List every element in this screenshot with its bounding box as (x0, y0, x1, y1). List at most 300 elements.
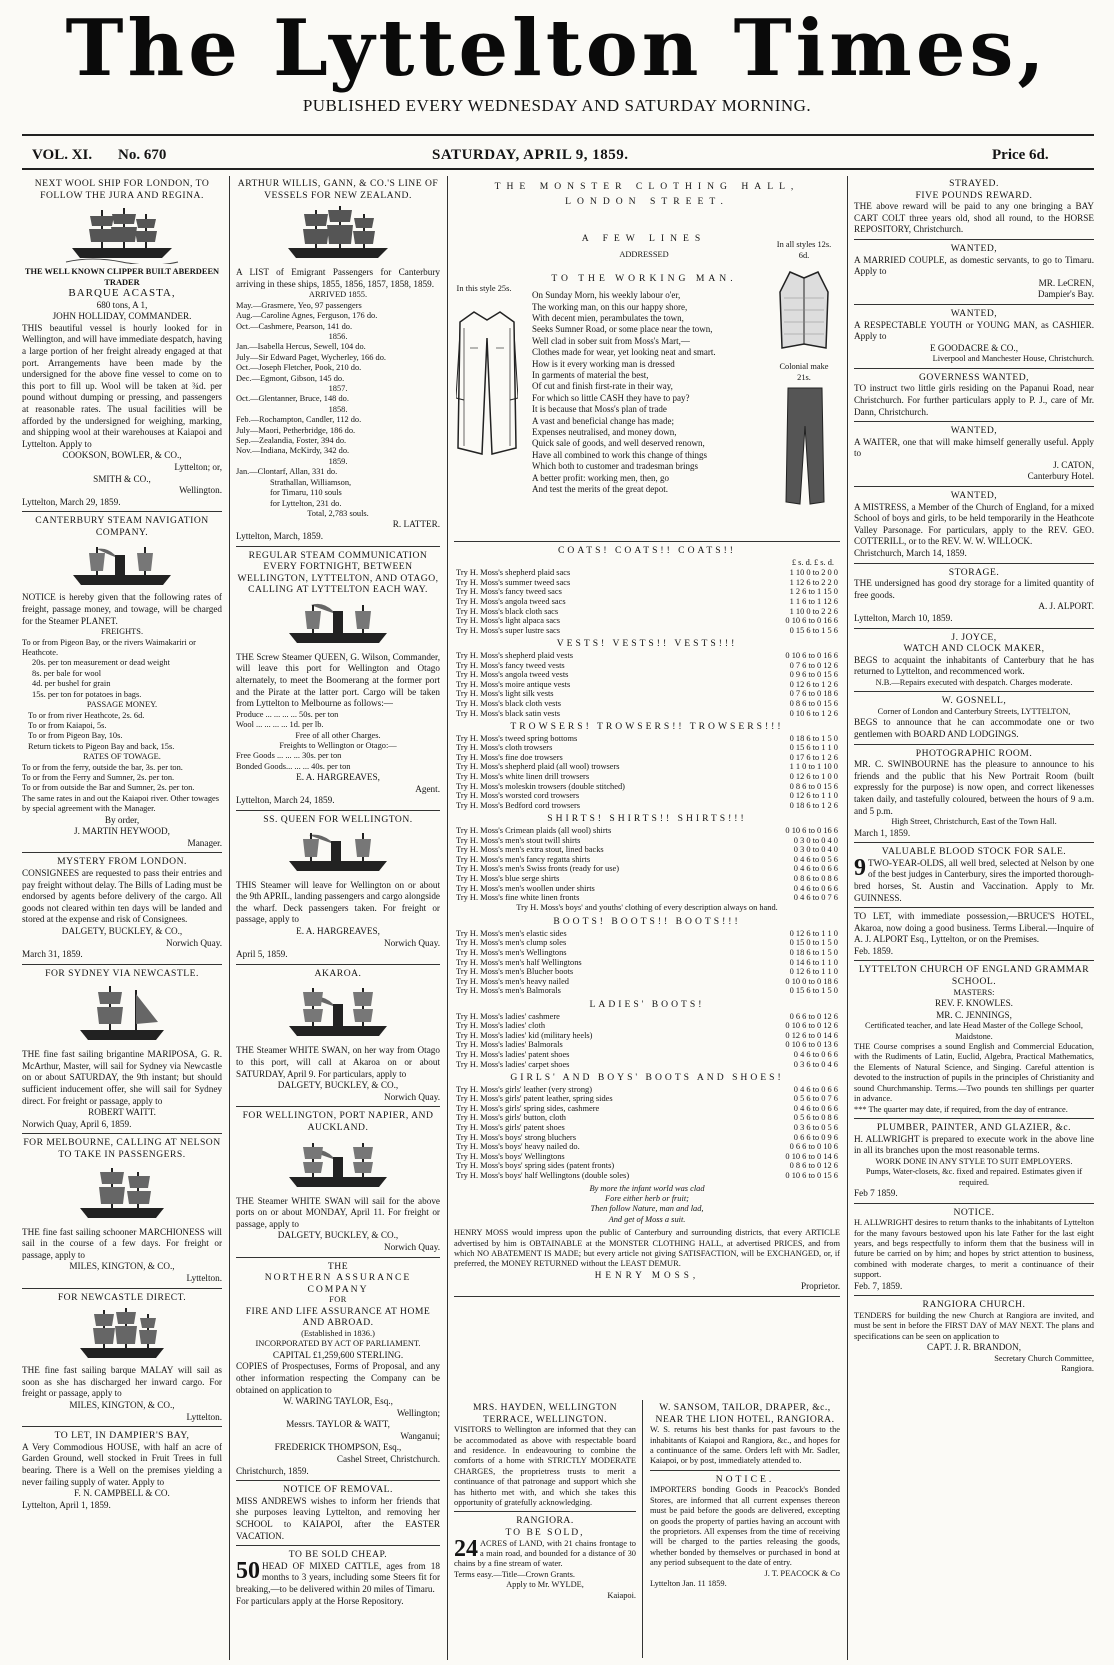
rate-line: To or from Kaiapoi, 5s. (28, 720, 107, 730)
ad-heading: STORAGE. (948, 566, 1000, 578)
divider (22, 1426, 222, 1427)
item-price: 0 10 6 to 0 16 6 (785, 616, 838, 626)
divider (854, 421, 1094, 422)
ad-body: H. ALLWRIGHT is prepared to execute work in the above line in all its branches upon the most reasonable terms. (854, 1133, 1094, 1156)
price-row (454, 1040, 840, 1050)
signature: R. LATTER. (392, 519, 440, 530)
ad-date: Norwich Quay, April 6, 1859. (22, 1118, 132, 1129)
item-price: 0 8 6 to 0 8 6 (793, 874, 838, 883)
ad-heading: FOR SYDNEY VIA NEWCASTLE. (45, 967, 199, 979)
ad-subheading: WATCH AND CLOCK MAKER, (903, 643, 1045, 655)
trousers-illustration-icon (784, 386, 826, 506)
ad-heading: WANTED, (950, 307, 998, 319)
price-row (454, 1085, 840, 1095)
item-price: 0 5 6 to 0 7 6 (793, 1094, 838, 1104)
ad-body: MISS ANDREWS wishes to inform her friends that she purposes leaving Lyttelton, and removing her SCHOOL to KAIAPOI, after the EASTER VACATION. (236, 1495, 440, 1541)
item-price: 0 12 6 to 1 2 6 (789, 679, 838, 689)
divider (854, 842, 1094, 843)
passenger-list-item: Aug.—Caroline Agnes, Ferguson, 176 do. (236, 311, 378, 321)
ad-body: THE fine fast sailing brigantine MARIPOSA, G. R. McArthur, Master, will sail for Sydney via Newcastle on or about SATURDAY, the 9th instant; but should sufficient inducement offer, she will sail for Sydney direct. For freight or passage, apply to (22, 1049, 222, 1106)
sansom-ad (650, 1402, 840, 1589)
item-name: Try H. Moss's boys' Wellingtons (456, 1151, 565, 1161)
price-table (454, 1085, 840, 1181)
masthead-rule-bottom (22, 168, 1094, 170)
price-row (454, 1133, 840, 1143)
shirts-note: Try H. Moss's boys' and youths' clothing of every description always on hand. (516, 902, 778, 912)
divider (236, 964, 440, 965)
price-row (454, 826, 840, 836)
ad-date: Feb 7 1859. (854, 1187, 898, 1198)
item-name: Try H. Moss's black cloth sacs (456, 606, 559, 616)
horse-count: 9 (854, 854, 866, 881)
steamer-icon (283, 1137, 393, 1193)
price-row (454, 801, 840, 811)
divider (22, 1133, 222, 1134)
established-line: (Established in 1836.) (301, 1328, 375, 1338)
ad-heading: NEXT WOOL SHIP FOR LONDON, TO FOLLOW THE JURA AND REGINA. (34, 178, 210, 201)
ad-heading: WANTED, (950, 490, 998, 502)
ad-heading: CANTERBURY STEAM NAVIGATION COMPANY. (35, 515, 209, 538)
divider (22, 511, 222, 512)
price-row (454, 626, 840, 636)
coat-illustration-icon (456, 308, 518, 458)
ad-heading: PLUMBER, PAINTER, AND GLAZIER, &c. (876, 1121, 1072, 1133)
verse-line: Then follow Nature, man and lad, (590, 1204, 704, 1214)
signature-title: Secretary Church Committee, (994, 1353, 1094, 1363)
signature-prefix: By order, (104, 814, 140, 825)
price-section-heading: VESTS! VESTS!! VESTS!!! (556, 638, 738, 650)
master-name: MR. C. JENNINGS, (936, 1009, 1012, 1020)
ad-heading: FOR MELBOURNE, CALLING AT NELSON TO TAKE IN PASSENGERS. (23, 1137, 221, 1161)
item-name: Try H. Moss's shepherd plaid (all wool) trowsers (456, 762, 620, 772)
price-table (454, 568, 840, 635)
ad-body: A MISTRESS, a Member of the Church of England, for a mixed School of boys and girls, to be held temporarily in the Heathcote Valley Parsonage. For particulars, apply to the REV. GEO. COTTERILL, or to the REV. W. W. WILLOCK. (854, 501, 1094, 547)
ad-body: MR. C. SWINBOURNE has the pleasure to announce to his friends and the public that his New Portrait Room (built expressly for the purpose) is now open, and correct likenesses taken daily, and tastefully coloured, between the hours of 9 a.m. and 5 p.m. (854, 759, 1094, 816)
price-row (454, 578, 840, 588)
ad-body: THE Steamer WHITE SWAN, on her way from Otago to this port, will call at Akaroa on or about SATURDAY, April 9. For particulars, apply to (236, 1045, 440, 1079)
passenger-list-item: Jan.—Clontarf, Allan, 331 do. (236, 467, 338, 477)
item-price: 0 7 6 to 0 12 6 (789, 660, 838, 670)
ad-body: A LIST of Emigrant Passengers for Canterbury arriving in these ships, 1855, 1856, 1857, 1858, 1859. (236, 267, 440, 289)
ship-tonnage: 680 tons, A 1, (96, 299, 148, 310)
item-price: 0 10 6 to 0 16 6 (785, 826, 838, 836)
price-row (454, 948, 840, 958)
item-price: 1 12 6 to 2 2 0 (789, 577, 838, 587)
price-section-heading: GIRLS' AND BOYS' BOOTS AND SHOES! (510, 1072, 784, 1084)
ad-date: Lyttelton, March, 1859. (236, 530, 324, 541)
item-price: 0 10 6 to 1 2 6 (789, 708, 838, 718)
capital-line: CAPITAL £1,259,600 STERLING. (272, 1349, 404, 1360)
ad-body: THE undersigned has good dry storage for a limited quantity of free goods. (854, 578, 1094, 600)
item-name: Try H. Moss's girls' spring sides, cashmere (456, 1103, 600, 1113)
price-row (454, 1104, 840, 1114)
item-name: Try H. Moss's boys' strong bluchers (456, 1132, 576, 1142)
item-name: Try H. Moss's shepherd plaid sacs (456, 568, 571, 578)
divider (854, 239, 1094, 240)
price-row (454, 743, 840, 753)
item-price: 0 9 6 to 0 15 6 (789, 670, 838, 680)
poem-line: A vast and beneficial change has made; (532, 415, 674, 426)
price-row (454, 986, 840, 996)
price-table (454, 651, 840, 718)
item-price: 0 10 6 to 0 12 6 (785, 1021, 838, 1031)
divider (854, 691, 1094, 692)
ad-date: Lyttelton, March 24, 1859. (236, 795, 335, 806)
rate-line: To or from Pigeon Bay, or the rivers Waimakariri or Heathcote. (22, 637, 196, 658)
item-name: Try H. Moss's men's Balmorals (456, 986, 561, 996)
price-row (454, 836, 840, 846)
item-name: Try H. Moss's men's Swiss fronts (ready for use) (456, 864, 619, 874)
item-name: Try H. Moss's men's clump soles (456, 938, 567, 948)
signature: E. A. HARGREAVES, (296, 926, 380, 937)
rate-line: 15s. per ton for potatoes in bags. (32, 689, 142, 699)
ad-heading: WANTED, (950, 425, 998, 437)
signature: J. MARTIN HEYWOOD, (74, 826, 170, 837)
schooner-icon (72, 1164, 172, 1224)
ad-date: Christchurch, 1859. (236, 1465, 309, 1476)
price-table (454, 929, 840, 996)
passenger-list-item: Oct.—Cashmere, Pearson, 141 do. (236, 321, 353, 331)
price-row (454, 1113, 840, 1123)
item-name: Try H. Moss's boys' heavy nailed do. (456, 1142, 580, 1152)
divider (854, 1203, 1094, 1204)
item-name: Try H. Moss's Crimean plaids (all wool) shirts (456, 826, 612, 836)
divider (236, 546, 440, 547)
signature-location: Dampier's Bay. (1037, 289, 1094, 300)
ad-body: A WAITER, one that will make himself generally useful. Apply to (854, 436, 1094, 459)
ad-date: Christchurch, March 14, 1859. (854, 548, 967, 559)
price-row (454, 1021, 840, 1031)
divider (854, 486, 1094, 487)
signature: A. J. ALPORT. (1038, 601, 1094, 612)
item-price: 0 3 6 to 0 4 6 (793, 1059, 838, 1069)
ad-body: H. ALLWRIGHT desires to return thanks to the inhabitants of Lyttelton for the many favours bestowed upon his late Father for the last eight years, and begs respectfully to inform them that the business will in future be carried on by him; and hopes by strict attention to business, combined with moderate charges, to merit a continuance of their support. (854, 1218, 1094, 1280)
signature-location: Canterbury Hotel. (1027, 471, 1094, 482)
ad-heading: WANTED, (950, 242, 998, 254)
divider (454, 541, 840, 542)
verse-line: Fore either herb or fruit; (605, 1194, 689, 1204)
item-price: 0 12 6 to 1 1 0 (789, 928, 838, 938)
item-name: Try H. Moss's fine white linen fronts (456, 893, 580, 903)
rate-line: Return tickets to Pigeon Bay and back, 15s. (28, 741, 175, 751)
ad-heading: GOVERNESS WANTED, (918, 371, 1030, 383)
rate-line: Produce ... ... ... ... 50s. per ton (236, 709, 339, 719)
signature: J. T. PEACOCK & Co (764, 1568, 840, 1578)
price-table (454, 734, 840, 811)
ad-body: VISITORS to Wellington are informed that they can be accommodated as above with respectable board and residence. In endeavouring to combine the comforts of a home with STRICTLY MODERATE CHARGES, the proprietress trusts to merit a continuance of that patronage and support which she has hitherto met with, and which she takes this opportunity of gratefully acknowledging. (454, 1425, 636, 1508)
divider (236, 810, 440, 811)
incorporated-line: INCORPORATED BY ACT OF PARLIAMENT. (255, 1339, 421, 1349)
ad-date: Feb. 7, 1859. (854, 1280, 903, 1291)
item-price: 1 10 0 to 2 2 6 (789, 606, 838, 616)
signature-location: Lyttelton. (186, 1273, 222, 1283)
item-price: 0 7 6 to 0 18 6 (789, 689, 838, 699)
passenger-list-item: Nov.—Indiana, McKirdy, 342 do. (236, 446, 350, 456)
item-price: 0 8 6 to 0 15 6 (789, 781, 838, 791)
divider (854, 1295, 1094, 1296)
steamer-icon (67, 541, 177, 589)
poem-line: Seeks Sumner Road, or some place near the town, (532, 324, 713, 335)
poem-line: How is it every working man is dressed (532, 358, 675, 369)
ad-subheading: TO BE SOLD, (505, 1527, 585, 1539)
ad-date: Lyttelton, March 29, 1859. (22, 496, 121, 507)
signature-location: Norwich Quay. (383, 1091, 440, 1102)
item-name: Try H. Moss's worsted cord trowsers (456, 791, 580, 801)
signature: CAPT. J. R. BRANDON, (926, 1341, 1021, 1352)
addressed-label: ADDRESSED (619, 250, 669, 260)
cattle-count: 50 (236, 1557, 260, 1584)
item-name: Try H. Moss's moleskin trowsers (double stitched) (456, 781, 625, 791)
price-row (454, 1161, 840, 1171)
price-row (454, 753, 840, 763)
rate-line: To or from outside the Bar and Sumner, 2s. per ton. (22, 783, 195, 793)
item-price: 0 18 6 to 1 2 6 (789, 800, 838, 810)
ad-heading: RANGIORA CHURCH. (922, 1299, 1026, 1311)
item-name: Try H. Moss's men's fancy regatta shirts (456, 854, 591, 864)
brigantine-icon (72, 982, 172, 1046)
item-name: Try H. Moss's light silk vests (456, 689, 554, 699)
ship-commander: JOHN HOLLIDAY, COMMANDER. (52, 311, 192, 322)
poem-line: In garments of material the best, (532, 370, 649, 381)
ad-body: TO instruct two little girls residing on the Papanui Road, near Christchurch. For further particulars apply to P. J., care of Mr. Dann, Christchurch. (854, 383, 1094, 417)
price-section-heading: TROWSERS! TROWSERS!! TROWSERS!!! (510, 721, 784, 733)
ad-heading: MRS. HAYDEN, WELLINGTON TERRACE, WELLINGTON. (472, 1402, 618, 1425)
price-row (454, 1123, 840, 1133)
divider (854, 563, 1094, 564)
divider (236, 1257, 440, 1258)
item-name: Try H. Moss's ladies' carpet shoes (456, 1059, 570, 1069)
ad-heading: SS. QUEEN FOR WELLINGTON. (263, 814, 413, 826)
item-name: Try H. Moss's light alpaca sacs (456, 616, 561, 626)
item-name: Try H. Moss's fancy tweed sacs (456, 587, 562, 597)
price-row (454, 661, 840, 671)
poem-line: Of cut and finish first-rate in their way, (532, 381, 673, 392)
price-row (454, 958, 840, 968)
ad-heading: TO BE SOLD CHEAP. (288, 1549, 388, 1561)
rate-line: Wool ... ... ... ... 1d. per lb. (236, 720, 324, 730)
item-name: Try H. Moss's ladies' patent shoes (456, 1049, 570, 1059)
item-price: 0 4 6 to 0 7 6 (793, 893, 838, 903)
item-name: Try H. Moss's blue serge shirts (456, 874, 560, 883)
item-price: 0 4 6 to 0 6 6 (793, 1049, 838, 1059)
item-price: 0 3 0 to 0 4 0 (793, 835, 838, 845)
ad-heading: NORTHERN ASSURANCE COMPANY (264, 1272, 412, 1295)
ad-heading: W. GOSNELL, (941, 695, 1007, 707)
ad-heading: NOTICE. (953, 1206, 995, 1218)
poem-line: With decent mien, perambulates the town, (532, 313, 684, 323)
divider (22, 852, 222, 853)
passenger-list-item: Feb.—Rochampton, Candler, 112 do. (236, 415, 362, 425)
ad-heading: FIRE AND LIFE ASSURANCE AT HOME AND ABROAD. (245, 1305, 431, 1329)
ad-heading: FOR WELLINGTON, PORT NAPIER, AND AUCKLAND. (242, 1110, 434, 1133)
newspaper-title: The Lyttelton Times, (65, 3, 1049, 94)
signature-location: Rangiora. (1061, 1363, 1094, 1373)
item-price: 0 4 6 to 0 6 6 (793, 883, 838, 893)
ad-body: IMPORTERS bonding Goods in Peacock's Bonded Stores, are informed that all current expenses thereon must be paid before the goods are delivered, excepting on goods the property of parties having an account with the proprietors. All expenses from the time of receiving will be charged to the parties releasing the goods, whether bonded by themselves or purchased in bond at any period subsequent to the date of entry. (650, 1485, 840, 1568)
ad-date: March 1, 1859. (854, 827, 911, 838)
divider (22, 964, 222, 965)
signature: MR. LeCREN, (1038, 277, 1094, 288)
signature: DALGETY, BUCKLEY, & CO., (61, 925, 183, 936)
section-label: ARRIVED 1855. (308, 290, 368, 300)
column-1 (22, 178, 222, 1658)
ad-date: Feb. 1859. (854, 945, 894, 956)
price-row (454, 929, 840, 939)
item-name: Try H. Moss's men's half Wellingtons (456, 957, 582, 967)
ad-body: THE Steamer WHITE SWAN will sail for the above ports on or about MONDAY, April 11. For freight or passage, apply to (236, 1195, 440, 1229)
ad-heading: NOTICE OF REMOVAL. (283, 1484, 393, 1496)
ad-body: BEGS to acquaint the inhabitants of Canterbury that he has returned to Lyttelton, and recommenced work. (854, 654, 1094, 677)
price-section-heading: SHIRTS! SHIRTS!! SHIRTS!!! (547, 813, 747, 825)
item-name: Try H. Moss's men's heavy nailed (456, 976, 569, 986)
item-price: 0 18 6 to 1 5 0 (789, 733, 838, 743)
rate-line: Free of all other Charges. (295, 730, 381, 740)
signature: F. N. CAMPBELL & CO. (74, 1488, 170, 1499)
ship-icon (62, 204, 182, 264)
signature: MILES, KINGTON, & CO., (69, 1261, 175, 1272)
ad-heading: NOTICE. (715, 1473, 775, 1485)
ad-heading: PHOTOGRAPHIC ROOM. (915, 747, 1033, 759)
item-price: 0 6 6 to 0 12 6 (789, 1011, 838, 1021)
item-name: Try H. Moss's girls' patent shoes (456, 1123, 565, 1133)
poem-line: Have all combined to work this change of things (532, 449, 707, 460)
ad-body: A MARRIED COUPLE, as domestic servants, to go to Timaru. Apply to (854, 254, 1094, 277)
ad-body: THE above reward will be paid to any one bringing a BAY CART COLT three years old, shod all round, to the HORSE REPOSITORY, Christchurch. (854, 201, 1094, 235)
price-row (454, 1171, 840, 1181)
poem-line: A better profit: working men, then, go (532, 472, 669, 483)
item-price: 1 1 6 to 1 12 6 (789, 596, 838, 606)
poem-line: Quick sale of goods, and well deserved renown, (532, 438, 705, 449)
signature: E GOODACRE & CO., (929, 342, 1019, 353)
ad-body: W. S. returns his best thanks for past favours to the inhabitants of Kaiapoi and Rangiora, &c., and hopes for a continuance of the same. Orders left with Mr. Sadler, Kaiapoi, or by post, immediately attended to. (650, 1425, 840, 1466)
signature: J. CATON, (1053, 459, 1094, 470)
poem-line: And test the merits of the great depot. (532, 484, 668, 495)
ship-name: BARQUE ACASTA, (68, 287, 176, 299)
rate-line: 8s. per bale for wool (32, 668, 102, 678)
agent-location: Wanganui; (400, 1430, 440, 1441)
item-name: Try H. Moss's super lustre sacs (456, 625, 561, 635)
total-line: Total, 2,783 souls. (307, 508, 369, 518)
item-name: Try H. Moss's fine doe trowsers (456, 752, 563, 762)
price-row (454, 607, 840, 617)
divider (236, 1545, 440, 1546)
ad-heading: LYTTELTON CHURCH OF ENGLAND GRAMMAR SCHOOL. (858, 964, 1090, 988)
item-name: Try H. Moss's men's elastic sides (456, 928, 567, 938)
divider (854, 368, 1094, 369)
item-price: 0 4 6 to 0 6 6 (793, 1084, 838, 1094)
year-label: 1858. (328, 404, 348, 414)
item-price: 0 6 6 to 0 9 6 (793, 1132, 838, 1142)
ad-body: HENRY MOSS would impress upon the public of Canterbury and surrounding districts, that every ARTICLE advertised by him is OBTAINABLE at the MONSTER CLOTHING HALL, at advertised PRICES, and from which NO ABATEMENT IS MADE; but every article not giving SATISFACTION, will be EXCHANGED, or, if preferred, the MONEY RETURNED without the LEAST DEMUR. (454, 1228, 840, 1269)
passenger-list-item: Oct.—Glentanner, Bruce, 148 do. (236, 394, 349, 404)
passenger-list-item: Jan.—Isabella Hercus, Sewell, 104 do. (236, 342, 366, 352)
rate-line: To or from the ferry, outside the bar, 3s. per ton. (22, 762, 183, 772)
item-name: Try H. Moss's men's stout twill shirts (456, 835, 581, 845)
price-row (454, 709, 840, 719)
passenger-list-item: July—Sir Edward Paget, Wycherley, 166 do. (236, 352, 386, 362)
passenger-list-item: Strathallan, Williamson, (270, 477, 352, 487)
item-name: Try H. Moss's men's Blucher boots (456, 967, 574, 977)
signature: Apply to Mr. WYLDE, (506, 1580, 584, 1590)
signature-title: Agent. (415, 783, 440, 794)
item-name: Try H. Moss's angola tweed sacs (456, 596, 566, 606)
price-row (454, 791, 840, 801)
item-price: 0 10 0 to 0 18 6 (785, 976, 838, 986)
terms-line: Terms easy.—Title—Crown Grants. (454, 1569, 575, 1579)
rate-line: 4d. per bushel for grain (32, 679, 111, 689)
item-name: Try H. Moss's white linen drill trowsers (456, 772, 590, 782)
verse (454, 1184, 840, 1226)
item-price: 0 4 6 to 0 5 6 (793, 854, 838, 864)
price-row (454, 772, 840, 782)
issue-number: No. 670 (118, 147, 167, 163)
working-man-heading: TO THE WORKING MAN. (551, 273, 737, 285)
poem-block (454, 208, 840, 538)
passenger-list-item: for Timaru, 110 souls (270, 488, 342, 498)
item-price: 0 3 6 to 0 5 6 (793, 1123, 838, 1133)
column-2 (236, 178, 440, 1658)
price-row (454, 616, 840, 626)
publication-schedule: PUBLISHED EVERY WEDNESDAY AND SATURDAY MORNING. (302, 96, 812, 115)
poem-text (530, 290, 770, 495)
item-name: Try H. Moss's fancy tweed vests (456, 660, 565, 670)
item-price: 0 18 6 to 1 5 0 (789, 947, 838, 957)
steamer-icon (283, 599, 393, 649)
item-name: Try H. Moss's ladies' cashmere (456, 1011, 560, 1021)
item-name: Try H. Moss's cloth trowsers (456, 743, 553, 753)
agent-name: FREDERICK THOMPSON, Esq., (274, 1442, 402, 1453)
divider (454, 1296, 840, 1297)
item-price: 0 10 6 to 0 15 6 (785, 1171, 838, 1181)
price-section-heading: BOOTS! BOOTS!! BOOTS!!! (553, 916, 741, 928)
section-label: RATES OF TOWAGE. (83, 752, 161, 762)
price-section-heading: COATS! COATS!! COATS!! (558, 545, 736, 557)
ad-body: COPIES of Prospectuses, Forms of Proposal, and any other information respecting the Company can be obtained on application to (236, 1361, 440, 1395)
ad-heading: ARTHUR WILLIS, GANN, & CO.'S LINE OF VESSELS FOR NEW ZEALAND. (237, 178, 439, 201)
column-4 (854, 178, 1094, 1658)
ship-icon (278, 204, 398, 264)
divider (854, 628, 1094, 629)
barque-icon (72, 1306, 172, 1362)
item-name: Try H. Moss's ladies' cloth (456, 1021, 546, 1031)
item-price: 0 12 6 to 0 14 6 (785, 1030, 838, 1040)
agent-name: W. WARING TAYLOR, Esq., (283, 1396, 393, 1407)
ad-date: Lyttelton, April 1, 1859. (22, 1499, 111, 1510)
column-rule (447, 176, 448, 1660)
item-name: Try H. Moss's men's extra stout, lined backs (456, 845, 604, 855)
item-price: 0 12 6 to 1 1 0 (789, 967, 838, 977)
ad-body: BEGS to announce that he can accommodate one or two gentlemen with BOARD AND LODGINGS. (854, 717, 1094, 739)
vest-price-label: In all styles 12s. 6d. (776, 240, 832, 260)
ad-date: April 5, 1859. (236, 949, 288, 960)
item-name: Try H. Moss's moire antique vests (456, 679, 571, 689)
item-name: Try H. Moss's ladies' kid (military heels) (456, 1030, 593, 1040)
rate-line: Freights to Wellington or Otago:— (279, 741, 397, 751)
poem-line: Well clad in sober suit from Moss's Mart,— (532, 335, 690, 346)
ad-heading: VALUABLE BLOOD STOCK FOR SALE. (881, 846, 1067, 858)
divider (22, 1288, 222, 1289)
ad-heading: W. SANSOM, TAILOR, DRAPER, &c., NEAR THE LION HOTEL, RANGIORA. (655, 1402, 835, 1425)
item-name: Try H. Moss's men's Wellingtons (456, 947, 567, 957)
price-row (454, 699, 840, 709)
item-price: 0 10 6 to 0 14 6 (785, 1151, 838, 1161)
master-credentials: Certificated teacher, and late Head Master of the College School, Maidstone. (864, 1021, 1084, 1041)
price-row (454, 597, 840, 607)
item-price: 0 15 0 to 1 5 0 (789, 938, 838, 948)
price-row (454, 874, 840, 884)
poem-line: For which so little CASH they have to pay? (532, 392, 690, 403)
rate-line: The same rates in and out the Kaiapoi river. Other towages by special agreement with the Manager. (22, 793, 219, 814)
